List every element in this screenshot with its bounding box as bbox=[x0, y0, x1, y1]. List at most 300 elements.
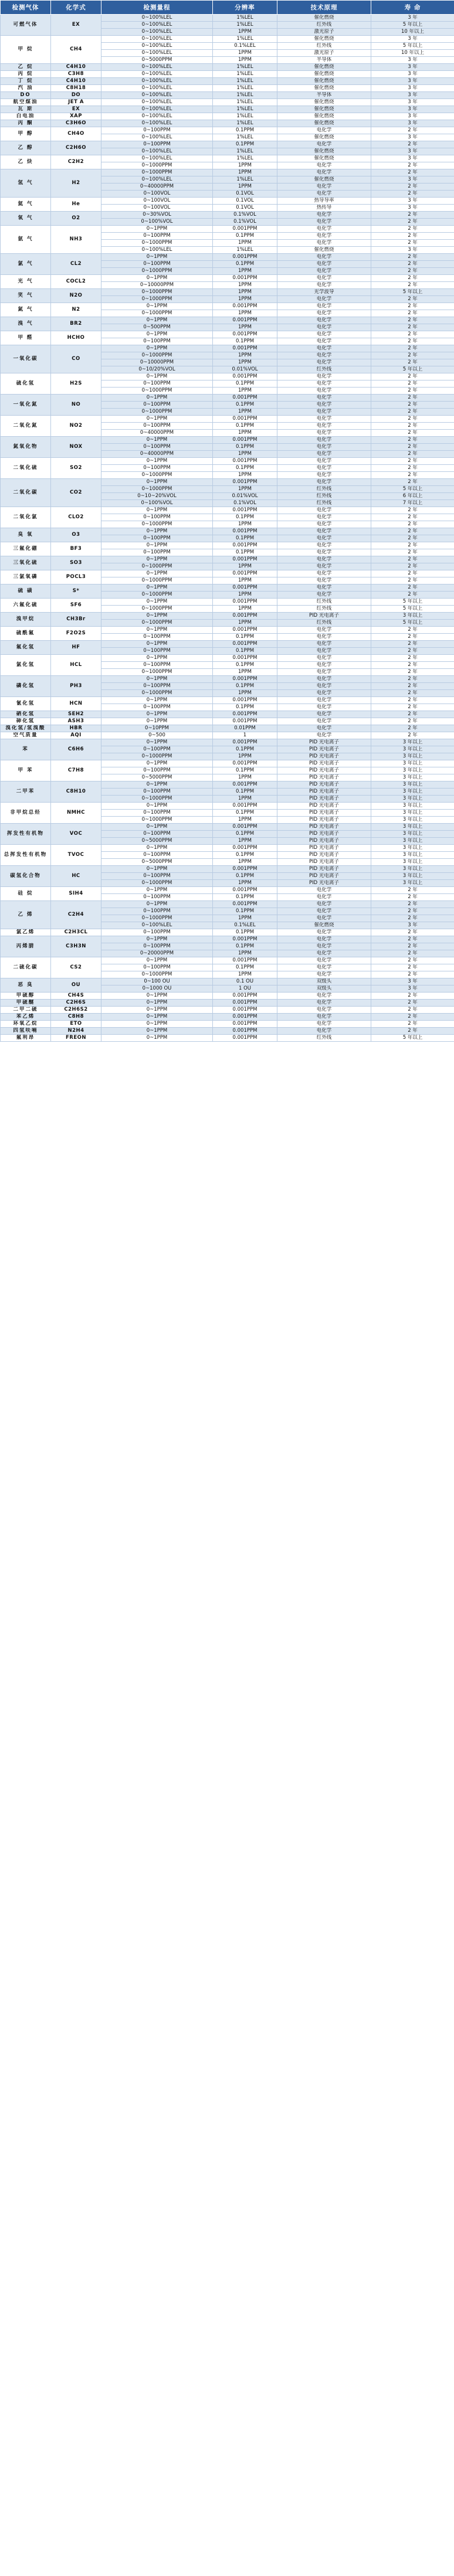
cell-gas-name: 溴 气 bbox=[1, 317, 51, 331]
cell-technology: 电化学 bbox=[277, 732, 371, 739]
cell-technology: 电化学 bbox=[277, 697, 371, 704]
cell-technology: 电化学 bbox=[277, 1000, 371, 1007]
cell-lifetime: 3 年以上 bbox=[371, 831, 454, 838]
cell-range: 0~100PPM bbox=[101, 648, 213, 655]
cell-range: 0~1PPM bbox=[101, 226, 213, 233]
cell-resolution: 0.001PPM bbox=[213, 458, 277, 465]
cell-formula: C7H8 bbox=[51, 760, 101, 781]
cell-lifetime: 2 年 bbox=[371, 268, 454, 275]
cell-lifetime: 2 年 bbox=[371, 1000, 454, 1007]
cell-range: 0~1PPM bbox=[101, 416, 213, 423]
cell-technology: 电化学 bbox=[277, 901, 371, 908]
cell-range: 0~100%LEL bbox=[101, 15, 213, 22]
cell-technology: 光学波导 bbox=[277, 289, 371, 296]
cell-gas-name: 氦 气 bbox=[1, 198, 51, 212]
cell-resolution: 0.001PPM bbox=[213, 641, 277, 648]
cell-lifetime: 7 年以上 bbox=[371, 500, 454, 507]
cell-formula: VOC bbox=[51, 824, 101, 845]
cell-range: 0~40000PPM bbox=[101, 183, 213, 191]
cell-resolution: 0.1PPM bbox=[213, 943, 277, 950]
cell-resolution: 0.001PPM bbox=[213, 395, 277, 402]
cell-range: 0~100%LEL bbox=[101, 106, 213, 113]
column-header-lifetime: 寿 命 bbox=[371, 1, 454, 15]
cell-lifetime: 5 年以上 bbox=[371, 606, 454, 613]
cell-technology: 双级头 bbox=[277, 985, 371, 993]
cell-technology: 电化学 bbox=[277, 894, 371, 901]
cell-gas-name: 二甲二硫 bbox=[1, 1007, 51, 1014]
cell-resolution: 1PPM bbox=[213, 669, 277, 676]
cell-lifetime: 2 年 bbox=[371, 380, 454, 388]
cell-range: 0~1PPM bbox=[101, 528, 213, 535]
cell-lifetime: 2 年 bbox=[371, 345, 454, 352]
cell-range: 0~100%LEL bbox=[101, 71, 213, 78]
cell-range: 0~100%LEL bbox=[101, 64, 213, 71]
cell-resolution: 0.001PPM bbox=[213, 957, 277, 964]
cell-range: 0~100PPM bbox=[101, 810, 213, 817]
cell-lifetime: 2 年 bbox=[371, 556, 454, 563]
cell-technology: 电化学 bbox=[277, 929, 371, 936]
cell-technology: 电化学 bbox=[277, 1007, 371, 1014]
cell-range: 0~100PPM bbox=[101, 943, 213, 950]
cell-gas-name: 二甲苯 bbox=[1, 781, 51, 803]
cell-gas-name: 可燃气体 bbox=[1, 15, 51, 36]
cell-range: 0~1PPM bbox=[101, 317, 213, 324]
cell-technology: 电化学 bbox=[277, 416, 371, 423]
cell-range: 0~1000PPM bbox=[101, 268, 213, 275]
cell-range: 0~100PPM bbox=[101, 233, 213, 240]
cell-range: 0~1PPM bbox=[101, 507, 213, 514]
cell-formula: BF3 bbox=[51, 542, 101, 556]
cell-technology: 电化学 bbox=[277, 395, 371, 402]
cell-resolution: 0.001PPM bbox=[213, 711, 277, 718]
cell-range: 0~1PPM bbox=[101, 599, 213, 606]
cell-technology: 红外线 bbox=[277, 500, 371, 507]
cell-formula: FREON bbox=[51, 1035, 101, 1042]
cell-range: 0~100PPM bbox=[101, 852, 213, 859]
cell-lifetime: 2 年 bbox=[371, 359, 454, 366]
cell-resolution: 0.001PPM bbox=[213, 317, 277, 324]
cell-lifetime: 2 年 bbox=[371, 627, 454, 634]
cell-gas-name: 二硫化碳 bbox=[1, 957, 51, 978]
cell-formula: C8H18 bbox=[51, 85, 101, 92]
table-row bbox=[1, 845, 454, 852]
cell-gas-name: 一氧化氮 bbox=[1, 395, 51, 416]
cell-formula: H2 bbox=[51, 169, 101, 198]
cell-technology: PID 光电离子 bbox=[277, 880, 371, 887]
table-row bbox=[1, 584, 454, 592]
cell-formula: HF bbox=[51, 641, 101, 655]
cell-range: 0~1PPM bbox=[101, 824, 213, 831]
cell-resolution: 0.001PPM bbox=[213, 303, 277, 310]
cell-resolution: 0.001PPM bbox=[213, 1035, 277, 1042]
cell-resolution: 0.001PPM bbox=[213, 226, 277, 233]
cell-technology: 电化学 bbox=[277, 458, 371, 465]
cell-range: 0~1000PPM bbox=[101, 409, 213, 416]
cell-technology: PID 光电离子 bbox=[277, 774, 371, 781]
cell-formula: O3 bbox=[51, 528, 101, 542]
cell-resolution: 0.001PPM bbox=[213, 599, 277, 606]
cell-technology: 电化学 bbox=[277, 465, 371, 472]
cell-lifetime: 2 年 bbox=[371, 521, 454, 528]
cell-gas-name: 丙 酮 bbox=[1, 120, 51, 127]
cell-range: 0~5000PPM bbox=[101, 859, 213, 866]
cell-gas-name: DO bbox=[1, 92, 51, 99]
cell-resolution: 1PPM bbox=[213, 915, 277, 922]
cell-technology: 电化学 bbox=[277, 627, 371, 634]
cell-lifetime: 2 年 bbox=[371, 570, 454, 577]
cell-technology: 电化学 bbox=[277, 683, 371, 690]
table-row bbox=[1, 641, 454, 648]
cell-range: 0~1PPM bbox=[101, 1035, 213, 1042]
cell-technology: 电化学 bbox=[277, 437, 371, 444]
table-row bbox=[1, 373, 454, 380]
cell-formula: CH4S bbox=[51, 993, 101, 1000]
cell-gas-name: 四氢呋喃 bbox=[1, 1028, 51, 1035]
cell-resolution: 0.001PPM bbox=[213, 718, 277, 725]
cell-technology: 电化学 bbox=[277, 402, 371, 409]
cell-lifetime: 2 年 bbox=[371, 971, 454, 978]
cell-resolution: 0.001PPM bbox=[213, 1000, 277, 1007]
cell-lifetime: 2 年 bbox=[371, 212, 454, 219]
cell-resolution: 1PPM bbox=[213, 310, 277, 317]
cell-range: 0~100VOL bbox=[101, 205, 213, 212]
cell-gas-name: 空气质量 bbox=[1, 732, 51, 739]
table-row bbox=[1, 345, 454, 352]
cell-resolution: 0.1%LEL bbox=[213, 43, 277, 50]
cell-technology: PID 光电离子 bbox=[277, 760, 371, 767]
cell-range: 0~100PPM bbox=[101, 402, 213, 409]
cell-technology: 电化学 bbox=[277, 655, 371, 662]
header-row bbox=[1, 1, 454, 15]
cell-range: 0~100PPM bbox=[101, 261, 213, 268]
cell-resolution: 1%LEL bbox=[213, 120, 277, 127]
cell-resolution: 1PPM bbox=[213, 950, 277, 957]
cell-technology: 电化学 bbox=[277, 444, 371, 451]
cell-formula: SF6 bbox=[51, 599, 101, 613]
cell-lifetime: 2 年 bbox=[371, 317, 454, 324]
cell-lifetime: 5 年以上 bbox=[371, 599, 454, 606]
cell-lifetime: 3 年 bbox=[371, 205, 454, 212]
table-row bbox=[1, 303, 454, 310]
cell-lifetime: 3 年以上 bbox=[371, 810, 454, 817]
cell-resolution: 1PPM bbox=[213, 859, 277, 866]
cell-formula: HC bbox=[51, 866, 101, 887]
cell-range: 0~1000PPM bbox=[101, 162, 213, 169]
cell-range: 0~100PPM bbox=[101, 873, 213, 880]
cell-resolution: 1PPM bbox=[213, 753, 277, 760]
cell-range: 0~40000PPM bbox=[101, 451, 213, 458]
cell-resolution: 1PPM bbox=[213, 240, 277, 247]
cell-lifetime: 2 年 bbox=[371, 183, 454, 191]
table-row bbox=[1, 1021, 454, 1028]
cell-lifetime: 3 年 bbox=[371, 99, 454, 106]
cell-gas-name: 氢 气 bbox=[1, 169, 51, 198]
cell-gas-name: 硫 磺 bbox=[1, 584, 51, 599]
cell-technology: 电化学 bbox=[277, 993, 371, 1000]
cell-lifetime: 2 年 bbox=[371, 352, 454, 359]
cell-range: 0~100%LEL bbox=[101, 85, 213, 92]
cell-lifetime: 2 年 bbox=[371, 416, 454, 423]
cell-gas-name: 硅 烷 bbox=[1, 887, 51, 901]
cell-lifetime: 5 年以上 bbox=[371, 486, 454, 493]
cell-lifetime: 2 年 bbox=[371, 240, 454, 247]
cell-resolution: 0.1PPM bbox=[213, 402, 277, 409]
cell-lifetime: 2 年 bbox=[371, 669, 454, 676]
cell-technology: 电化学 bbox=[277, 936, 371, 943]
cell-range: 0~100PPM bbox=[101, 127, 213, 134]
table-row bbox=[1, 1028, 454, 1035]
cell-gas-name: 丙烯腈 bbox=[1, 936, 51, 957]
cell-resolution: 1%LEL bbox=[213, 99, 277, 106]
cell-range: 0~100PPM bbox=[101, 380, 213, 388]
cell-formula: C3H6O bbox=[51, 120, 101, 127]
cell-technology: 电化学 bbox=[277, 634, 371, 641]
cell-gas-name: 氮氧化物 bbox=[1, 437, 51, 458]
cell-technology: 红外线 bbox=[277, 22, 371, 29]
cell-resolution: 1 OU bbox=[213, 985, 277, 993]
cell-resolution: 0.1VOL bbox=[213, 205, 277, 212]
cell-lifetime: 3 年 bbox=[371, 922, 454, 929]
cell-technology: 电化学 bbox=[277, 971, 371, 978]
cell-lifetime: 2 年 bbox=[371, 676, 454, 683]
cell-lifetime: 2 年 bbox=[371, 936, 454, 943]
cell-resolution: 1PPM bbox=[213, 577, 277, 584]
cell-formula: SIH4 bbox=[51, 887, 101, 901]
cell-technology: PID 光电离子 bbox=[277, 746, 371, 753]
cell-lifetime: 3 年 bbox=[371, 57, 454, 64]
table-row bbox=[1, 85, 454, 92]
cell-technology: 电化学 bbox=[277, 303, 371, 310]
cell-technology: 电化学 bbox=[277, 964, 371, 971]
cell-lifetime: 3 年 bbox=[371, 36, 454, 43]
cell-formula: C8H8 bbox=[51, 1014, 101, 1021]
cell-lifetime: 3 年以上 bbox=[371, 739, 454, 746]
cell-technology: 电化学 bbox=[277, 388, 371, 395]
cell-formula: HCL bbox=[51, 655, 101, 676]
cell-technology: 电化学 bbox=[277, 240, 371, 247]
cell-gas-name: 甲 苯 bbox=[1, 760, 51, 781]
table-row bbox=[1, 106, 454, 113]
column-header-technology: 技术原理 bbox=[277, 1, 371, 15]
cell-gas-name: 二氧化氮 bbox=[1, 416, 51, 437]
cell-range: 0~100%LEL bbox=[101, 155, 213, 162]
cell-technology: 电化学 bbox=[277, 662, 371, 669]
cell-gas-name: 瓦 斯 bbox=[1, 106, 51, 113]
cell-formula: He bbox=[51, 198, 101, 212]
column-header-range: 检测量程 bbox=[101, 1, 213, 15]
cell-formula: S* bbox=[51, 584, 101, 599]
cell-range: 0~40000PPM bbox=[101, 430, 213, 437]
table-row bbox=[1, 824, 454, 831]
table-row bbox=[1, 978, 454, 985]
cell-formula: CLO2 bbox=[51, 507, 101, 528]
cell-technology: 电化学 bbox=[277, 563, 371, 570]
cell-range: 0~100%LEL bbox=[101, 50, 213, 57]
cell-range: 0~10~20%VOL bbox=[101, 493, 213, 500]
cell-range: 0~1PPM bbox=[101, 739, 213, 746]
cell-technology: 电化学 bbox=[277, 725, 371, 732]
cell-formula: C2H6S2 bbox=[51, 1007, 101, 1014]
table-row bbox=[1, 507, 454, 514]
cell-lifetime: 2 年 bbox=[371, 296, 454, 303]
cell-range: 0~1000PPM bbox=[101, 169, 213, 176]
cell-lifetime: 3 年以上 bbox=[371, 866, 454, 873]
cell-technology: 催化燃烧 bbox=[277, 99, 371, 106]
cell-resolution: 1 bbox=[213, 732, 277, 739]
cell-gas-name: 磷化氢 bbox=[1, 676, 51, 697]
cell-technology: 催化燃烧 bbox=[277, 36, 371, 43]
cell-formula: C3H3N bbox=[51, 936, 101, 957]
cell-lifetime: 10 年以上 bbox=[371, 29, 454, 36]
cell-lifetime: 3 年以上 bbox=[371, 746, 454, 753]
cell-technology: 电化学 bbox=[277, 331, 371, 338]
table-row bbox=[1, 936, 454, 943]
cell-formula: C8H10 bbox=[51, 781, 101, 803]
table-row bbox=[1, 331, 454, 338]
cell-technology: 电化学 bbox=[277, 943, 371, 950]
cell-technology: 电化学 bbox=[277, 254, 371, 261]
cell-gas-name: 挥发性有机物 bbox=[1, 824, 51, 845]
cell-range: 0~1PPM bbox=[101, 1007, 213, 1014]
cell-lifetime: 2 年 bbox=[371, 950, 454, 957]
cell-technology: PID 光电离子 bbox=[277, 859, 371, 866]
cell-range: 0~1PPM bbox=[101, 1014, 213, 1021]
column-header-resolution: 分辨率 bbox=[213, 1, 277, 15]
cell-lifetime: 2 年 bbox=[371, 507, 454, 514]
cell-lifetime: 2 年 bbox=[371, 303, 454, 310]
cell-resolution: 1PPM bbox=[213, 690, 277, 697]
cell-technology: PID 光电离子 bbox=[277, 739, 371, 746]
cell-technology: 电化学 bbox=[277, 127, 371, 134]
table-row bbox=[1, 120, 454, 127]
cell-lifetime: 2 年 bbox=[371, 1014, 454, 1021]
cell-resolution: 0.001PPM bbox=[213, 845, 277, 852]
cell-range: 0~100VOL bbox=[101, 191, 213, 198]
cell-technology: 电化学 bbox=[277, 183, 371, 191]
cell-formula: HBR bbox=[51, 725, 101, 732]
cell-range: 0~100PPM bbox=[101, 465, 213, 472]
cell-range: 0~1PPM bbox=[101, 627, 213, 634]
cell-range: 0~10000PPM bbox=[101, 282, 213, 289]
cell-formula: SEH2 bbox=[51, 711, 101, 718]
cell-technology: 电化学 bbox=[277, 556, 371, 563]
cell-resolution: 0.001PPM bbox=[213, 739, 277, 746]
table-row bbox=[1, 212, 454, 219]
cell-lifetime: 3 年 bbox=[371, 978, 454, 985]
cell-lifetime: 2 年 bbox=[371, 957, 454, 964]
cell-range: 0~100%VOL bbox=[101, 219, 213, 226]
cell-resolution: 1PPM bbox=[213, 592, 277, 599]
cell-range: 0~1PPM bbox=[101, 373, 213, 380]
table-row bbox=[1, 113, 454, 120]
cell-technology: 电化学 bbox=[277, 1028, 371, 1035]
cell-resolution: 1PPM bbox=[213, 521, 277, 528]
cell-lifetime: 3 年 bbox=[371, 247, 454, 254]
cell-resolution: 0.1PPM bbox=[213, 908, 277, 915]
cell-range: 0~1000PPM bbox=[101, 669, 213, 676]
cell-lifetime: 3 年以上 bbox=[371, 613, 454, 620]
cell-resolution: 1PPM bbox=[213, 169, 277, 176]
cell-lifetime: 2 年 bbox=[371, 458, 454, 465]
cell-resolution: 0.1PPM bbox=[213, 929, 277, 936]
cell-lifetime: 2 年 bbox=[371, 1028, 454, 1035]
cell-range: 0~5000PPM bbox=[101, 57, 213, 64]
table-row bbox=[1, 676, 454, 683]
cell-range: 0~100%LEL bbox=[101, 176, 213, 183]
cell-range: 0~5000PPM bbox=[101, 774, 213, 781]
cell-range: 0~1PPM bbox=[101, 584, 213, 592]
cell-lifetime: 2 年 bbox=[371, 535, 454, 542]
cell-range: 0~100%LEL bbox=[101, 36, 213, 43]
cell-resolution: 0.001PPM bbox=[213, 254, 277, 261]
cell-range: 0~1000PPM bbox=[101, 310, 213, 317]
cell-range: 0~1000PPM bbox=[101, 971, 213, 978]
cell-lifetime: 2 年 bbox=[371, 711, 454, 718]
cell-technology: 电化学 bbox=[277, 423, 371, 430]
cell-range: 0~1PPM bbox=[101, 1028, 213, 1035]
cell-resolution: 0.001PPM bbox=[213, 528, 277, 535]
cell-range: 0~1000PPM bbox=[101, 796, 213, 803]
cell-resolution: 1PPM bbox=[213, 268, 277, 275]
cell-lifetime: 2 年 bbox=[371, 634, 454, 641]
cell-lifetime: 2 年 bbox=[371, 310, 454, 317]
cell-technology: PID 光电离子 bbox=[277, 613, 371, 620]
cell-range: 0~1PPM bbox=[101, 331, 213, 338]
table-row bbox=[1, 155, 454, 162]
cell-range: 0~20000PPM bbox=[101, 950, 213, 957]
cell-gas-name: 三氧化硫 bbox=[1, 556, 51, 570]
cell-technology: 电化学 bbox=[277, 310, 371, 317]
cell-range: 0~1000PPM bbox=[101, 388, 213, 395]
cell-range: 0~100VOL bbox=[101, 198, 213, 205]
cell-resolution: 0.1PPM bbox=[213, 514, 277, 521]
cell-formula: CH4O bbox=[51, 127, 101, 141]
cell-formula: NO bbox=[51, 395, 101, 416]
cell-formula: C2H2 bbox=[51, 155, 101, 169]
cell-gas-name: 碳氢化合物 bbox=[1, 866, 51, 887]
cell-technology: 电化学 bbox=[277, 296, 371, 303]
cell-gas-name: 甲硫醚 bbox=[1, 1000, 51, 1007]
cell-resolution: 0.001PPM bbox=[213, 676, 277, 683]
cell-lifetime: 2 年 bbox=[371, 444, 454, 451]
cell-range: 0~100%LEL bbox=[101, 134, 213, 141]
cell-lifetime: 3 年 bbox=[371, 71, 454, 78]
cell-range: 0~1000PPM bbox=[101, 690, 213, 697]
cell-resolution: 1%LEL bbox=[213, 78, 277, 85]
cell-technology: 电化学 bbox=[277, 908, 371, 915]
cell-range: 0~1PPM bbox=[101, 697, 213, 704]
cell-technology: 电化学 bbox=[277, 338, 371, 345]
cell-technology: 催化燃烧 bbox=[277, 155, 371, 162]
cell-range: 0~100PPM bbox=[101, 929, 213, 936]
cell-technology: 红外线 bbox=[277, 599, 371, 606]
cell-formula: CO2 bbox=[51, 479, 101, 507]
table-row bbox=[1, 718, 454, 725]
cell-lifetime: 2 年 bbox=[371, 549, 454, 556]
cell-resolution: 0.1PPM bbox=[213, 338, 277, 345]
cell-lifetime: 2 年 bbox=[371, 331, 454, 338]
cell-formula: COCL2 bbox=[51, 275, 101, 289]
cell-formula: C2H6O bbox=[51, 141, 101, 155]
cell-resolution: 1PPM bbox=[213, 162, 277, 169]
cell-technology: PID 光电离子 bbox=[277, 810, 371, 817]
cell-resolution: 1PPM bbox=[213, 606, 277, 613]
cell-lifetime: 2 年 bbox=[371, 465, 454, 472]
cell-lifetime: 3 年以上 bbox=[371, 845, 454, 852]
cell-technology: 电化学 bbox=[277, 233, 371, 240]
cell-resolution: 0.001PPM bbox=[213, 1028, 277, 1035]
cell-formula: O2 bbox=[51, 212, 101, 226]
